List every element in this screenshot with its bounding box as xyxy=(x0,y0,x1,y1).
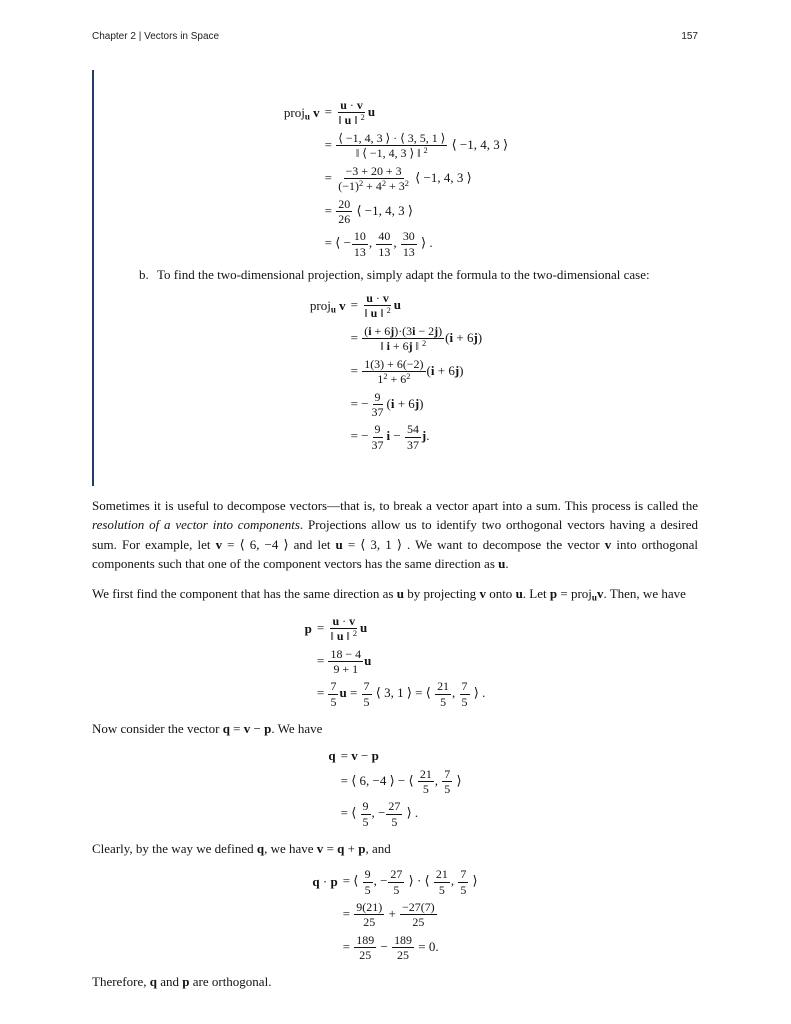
equation-block-q-dot-p xyxy=(92,867,698,962)
fraction: $\frac{-27(7)}{25}$ xyxy=(402,900,435,930)
fraction: $\frac{40}{13}$ xyxy=(378,229,391,259)
equation-rhs: = ⟨ − $\frac{10}{13}$ , $\frac{40}{13}$ , $\frac{30}{13}$ ⟩ . xyxy=(324,229,433,259)
running-head: Chapter 2 | Vectors in Space xyxy=(92,31,220,42)
fraction: $\frac{(i + 6j)\cdot(3i - 2j)}{‖ i + 6j ‖ ^2}$ xyxy=(364,323,443,354)
equation-rhs: = $\frac{u \cdot v}{‖ u ‖ ^2}$ u xyxy=(324,98,376,128)
equation-rhs: = $\frac{-3 + 20 + 3}{(-1)^2 + 4^2 + 3^2}$ ⟨ −1, 4, 3 ⟩ xyxy=(324,163,472,194)
fraction: $\frac{54}{37}$ xyxy=(406,422,419,452)
fraction: $\frac{189}{25}$ xyxy=(356,932,375,963)
equation-rhs: = $\frac{189}{25}$ − $\frac{189}{25}$ = 0. xyxy=(342,932,439,963)
fraction: $\frac{7}{5}$ xyxy=(330,679,337,709)
equation-lhs: proju v xyxy=(309,297,346,315)
equation-block-projection-3d xyxy=(94,98,698,259)
fraction: $\frac{1(3) + 6(-2)}{1^2 + 6^2}$ xyxy=(364,356,424,387)
fraction: $\frac{30}{13}$ xyxy=(402,229,415,259)
page-content xyxy=(92,70,698,1001)
equation-rhs: = $\frac{1(3) + 6(-2)}{1^2 + 6^2}$ (i + 6j) xyxy=(350,356,464,387)
fraction: $\frac{u \cdot v}{‖ u ‖ ^2}$ xyxy=(338,98,365,128)
equation-rhs: = $\frac{18 - 4}{9 + 1}$ u xyxy=(316,646,372,677)
fraction: $\frac{20}{26}$ xyxy=(338,196,351,226)
page-number: 157 xyxy=(681,31,698,42)
equation-rhs: = ⟨ $\frac{9}{5}$ , − $\frac{27}{5}$ ⟩ . xyxy=(340,799,419,829)
list-item-b-text: To find the two-dimensional projection, simply adapt the formula to the two-dimensional case: xyxy=(157,266,650,282)
list-item-b-label: b. xyxy=(139,266,149,282)
fraction: $\frac{9}{37}$ xyxy=(371,422,384,452)
equation-rhs: = $\frac{u \cdot v}{‖ u ‖ ^2}$ u xyxy=(350,290,401,321)
equation-rhs: = $\frac{u \cdot v}{‖ u ‖ ^2}$ u xyxy=(316,613,368,644)
equation-rhs: = v − p xyxy=(340,747,379,763)
fraction: $\frac{u \cdot v}{‖ u ‖ ^2}$ xyxy=(364,290,391,321)
equation-lhs: q · p xyxy=(312,874,338,890)
equation-rhs: = − $\frac{9}{37}$ (i + 6j) xyxy=(350,389,424,419)
fraction: $\frac{21}{5}$ xyxy=(437,679,450,709)
paragraph-conclusion: Therefore, q and p are orthogonal. xyxy=(92,974,272,990)
fraction: $\frac{18 - 4}{9 + 1}$ xyxy=(330,646,362,677)
equation-lhs: proju v xyxy=(283,104,320,122)
list-item-b xyxy=(139,267,698,283)
equation-block-projection-2d xyxy=(94,291,698,452)
page-header xyxy=(92,31,698,42)
fraction: $\frac{9}{37}$ xyxy=(371,389,384,419)
fraction: $\frac{9(21)}{25}$ xyxy=(356,900,383,930)
fraction: $\frac{10}{13}$ xyxy=(353,229,366,259)
equation-rhs: = ⟨ $\frac{9}{5}$ , − $\frac{27}{5}$ ⟩ · ⟨ $\frac{21}{5}$ , $\frac{7}{5}$ ⟩ xyxy=(342,867,478,897)
paragraph-consider-q: Now consider the vector q = v − p. We have xyxy=(92,721,323,737)
equation-lhs: q xyxy=(328,747,336,763)
solution-rule xyxy=(92,70,698,486)
equation-rhs: = $\frac{⟨ -1, 4, 3 ⟩ \cdot ⟨ 3, 5, 1 ⟩}{‖ ⟨ -1, 4, 3 ⟩ ‖ ^2}$ ⟨ −1, 4, 3 ⟩ xyxy=(324,130,509,161)
paragraph-clearly: Clearly, by the way we defined q, we have v = q + p, and xyxy=(92,840,391,856)
fraction: $\frac{9}{5}$ xyxy=(364,867,371,897)
equation-rhs: = $\frac{7}{5}$ u = $\frac{7}{5}$ ⟨ 3, 1 ⟩ = ⟨ $\frac{21}{5}$ , $\frac{7}{5}$ ⟩ . xyxy=(316,679,486,709)
equation-rhs: = ⟨ 6, −4 ⟩ − ⟨ $\frac{21}{5}$ , $\frac{7}{5}$ ⟩ xyxy=(340,766,462,796)
equation-rhs: = $\frac{(i + 6j)\cdot(3i - 2j)}{‖ i + 6j ‖ ^2}$ (i + 6j) xyxy=(350,323,483,354)
equation-block-p xyxy=(92,614,698,709)
fraction: $\frac{9}{5}$ xyxy=(362,799,369,829)
equation-block-q xyxy=(92,748,698,829)
equation-lhs: p xyxy=(304,620,312,636)
fraction: $\frac{7}{5}$ xyxy=(461,679,468,709)
fraction: $\frac{189}{25}$ xyxy=(394,932,412,963)
fraction: $\frac{27}{5}$ xyxy=(388,799,401,829)
fraction: $\frac{7}{5}$ xyxy=(363,679,370,709)
equation-rhs: = $\frac{20}{26}$ ⟨ −1, 4, 3 ⟩ xyxy=(324,196,413,226)
paragraph-resolution-intro: Sometimes it is useful to decompose vectors—that is, to break a vector apart into a sum. This process is called the resolution of a vector into components. Projections allow us to identify two orthogonal vectors having a desired sum. For example, let v = ⟨ 6, −4 ⟩ and let u = ⟨ 3, 1 ⟩ . We want to decompose the vector v into orthogonal components such that one of the component vectors has the same direction as u. xyxy=(92,497,699,572)
paragraph-find-component: We first find the component that has the same direction as u by projecting v onto u. Let p = projuv. Then, we have xyxy=(92,585,686,603)
fraction: $\frac{27}{5}$ xyxy=(390,867,403,897)
equation-rhs: = − $\frac{9}{37}$ i − $\frac{54}{37}$ j. xyxy=(350,422,430,452)
fraction: $\frac{-3 + 20 + 3}{(-1)^2 + 4^2 + 3^2}$ xyxy=(338,163,409,194)
fraction: $\frac{7}{5}$ xyxy=(444,766,451,796)
fraction: $\frac{21}{5}$ xyxy=(435,867,448,897)
fraction: $\frac{⟨ -1, 4, 3 ⟩ \cdot ⟨ 3, 5, 1 ⟩}{‖ ⟨ -1, 4, 3 ⟩ ‖ ^2}$ xyxy=(338,130,446,161)
fraction: $\frac{u \cdot v}{‖ u ‖ ^2}$ xyxy=(330,613,358,644)
equation-rhs: = $\frac{9(21)}{25}$ + $\frac{-27(7)}{25}$ xyxy=(342,900,435,930)
fraction: $\frac{7}{5}$ xyxy=(460,867,467,897)
fraction: $\frac{21}{5}$ xyxy=(419,766,432,796)
